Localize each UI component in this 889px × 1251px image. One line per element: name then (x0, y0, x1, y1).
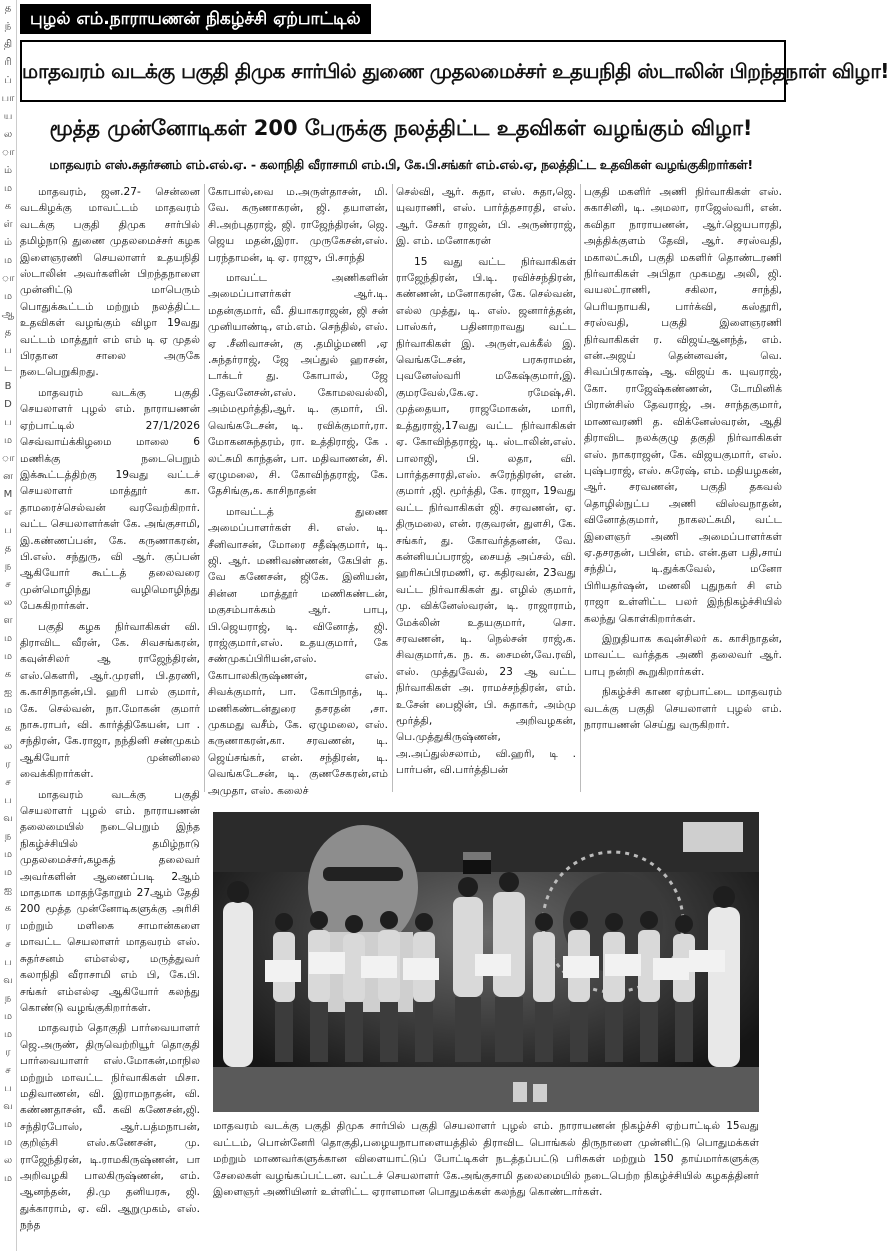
strip-glyph: ல (3, 129, 13, 140)
strip-glyph: ய (3, 111, 13, 122)
strip-glyph: ப (4, 957, 12, 968)
paragraph: மாவட்டத் துணை அமைப்பாளர்கள் சி. எஸ். டி. சீனிவாசன், மோரை சதீஷ்குமார், டி. ஜி. ஆர். மணிவண்ணன், கேபிள் த. வே கணேசன், ஜிகே. இனியன், சின்ன மாத்தூர் மணிகண்டன், மகுசம்பாக்கம் ஆர். பாபு, பி.ஜெயராஜ், டி. வினோத், ஜி. ராஜ்குமார்,எஸ். உதயகுமார், கே சண்முகப்பிரியன்,எஸ். கோபாலகிருஷ்ணன், எஸ். சிவக்குமார், பா. கோபிநாத், டி. மணிகண்டன்துரை தசரதன் ,சா. முகமது வசீம், கே. ஏழுமலை, எஸ். கருணாகரன்,கா. சரவணன், டி. ஜெய்சங்கர், என். சந்திரன், டி. வெங்கடேசன், டி. குணசேகரன்,எம் அமுதா, எஸ். கலைச் (208, 505, 388, 797)
strip-glyph: ந (4, 561, 12, 572)
paragraph: 15 வது வட்ட நிர்வாகிகள் ராஜேந்திரன், பி.டி. ரவிச்சந்திரன், கண்ணன், மனோகரன், கே. செல்வன், எல்ல முத்து, டி. எஸ். ஜனார்த்தன், பாஸ்கர், பதினாறாவது வட்ட நிர்வாகிகள் இ. அருள்,வக்கீல் இ. வெங்கடேசன், பரசுராமன், புவனேஸ்வரி மகேஷ்குமார்,இ. குமரவேல்,கே.ஏ. ரமேஷ்,சி. முத்தையா, ராஜமோகன், மாரி, உத்துராஜ்,17வது வட்ட நிர்வாகிகள் ஏ. கோவிந்தராஜ், டி. ஸ்டாலின்,எஸ். பாலாஜி, பி. லதா, வி. பார்த்தசாரதி,எஸ். சுரேந்திரன், என். குமார் ,ஜி. மூர்த்தி, கே. ராஜா, 19வது வட்ட நிர்வாகிகள் ஜி. சரவணன், ஏ. திருமலை, என். ரகுவரன், துளசி, கே. சங்கர், து. கோவர்த்தனன், வே. கன்னியப்பராஜ், சையத் அப்சல், வி. ஹரிசுப்பிரமணி, ஏ. கதிரவன், 23வது வட்ட நிர்வாகிகள் து. எழில் குமார், மு. விக்னேஸ்வரன், டி. ராஜாராம், மேக்லின் உதயகுமார், சொ. சரவணன், டி. நெல்சன் ராஜ்,க. சிவகுமார்,க. ந. க. சைமன்,வே.ரவி, எஸ். முத்துவேல், 23 ஆ வட்ட நிர்வாகிகள் அ. ராமச்சந்திரன், எம். உசேன் பைஜின், பி. சுதாகர், அம்மு மூர்த்தி, அறிவழகன், பெ.முத்துகிருஷ்ணன், அ.அப்துல்சலாம், வி.ஹரி, டி . பார்பன், வி.பார்த்திபன் (396, 255, 576, 777)
strip-glyph: ல (3, 597, 13, 608)
strip-glyph: த (4, 3, 12, 14)
strip-glyph: ச (5, 1065, 11, 1076)
paragraph: மாதவரம் தொகுதி பார்வையாளர் ஜெ.அருண், திருவெற்றியூர் தொகுதி பார்வையாளர் எஸ்.மோகன்,மாநில மற்றும் மாவட்ட நிர்வாகிகள் மிசா. மதிவாணன், வி. இராமநாதன், வி. கண்ணதாசன், வீ. கவி கணேசன்,ஜி. சந்திரபோஸ், ஆர்.பத்மநாபன், குறிஞ்சி எஸ்.கணேசன், மு. ராஜேந்திரன், டி.ராமகிருஷ்ணன், பா அறிவழகி பாலகிருஷ்ணன், எம். ஆனந்தன், தி.மு தனியரசு, ஜி. துக்காராம், ஏ. வி. ஆறுமுகம், எஸ். நந்த (20, 1022, 200, 1232)
strip-glyph: ம (3, 291, 13, 302)
strip-glyph: ப (4, 1083, 12, 1094)
strip-glyph: ம (3, 1173, 13, 1184)
strip-glyph: ப (4, 795, 12, 806)
strip-glyph: ஆ (1, 309, 15, 320)
strip-glyph: ந் (4, 21, 12, 32)
strip-glyph: வ (3, 1101, 13, 1112)
strip-glyph: எ (4, 507, 12, 518)
strip-glyph: ச (5, 579, 11, 590)
strip-glyph: ம (3, 849, 13, 860)
headline: மாதவரம் வடக்கு பகுதி திமுக சார்பில் துணை முதலமைச்சர் உதயநிதி ஸ்டாலின் பிறந்தநாள் விழா! (20, 40, 786, 102)
strip-glyph: ள் (3, 219, 13, 230)
strip-glyph: ட (4, 363, 12, 374)
strip-glyph: ம் (3, 237, 13, 248)
paragraph: செல்வி, ஆர். சுதா, எஸ். சுதா,ஜெ. யுவராணி, எஸ். பார்த்தசாரதி, எஸ். ஆர். சேகர் ராஜன், பி. அருண்ராஜ், இ. எம். மனோகரன் (396, 186, 576, 248)
article-column-3 (396, 184, 576, 792)
paragraph: மாதவரம், ஜன.27- சென்னை வடகிழக்கு மாவட்டம் மாதவரம் வடக்கு பகுதி திமுக சார்பில் தமிழ்நாடு துணை முதலமைச்சர் கழக இளைஞரணி செயலாளர் உதயநிதி ஸ்டாலின் அவர்களின் பிறந்தநாளை முன்னிட்டு மாபெரும் பொதுக்கூட்டம் மற்றும் நலத்திட்ட உதவிகள் வழங்கும் விழா 19வது வட்டம் மாத்தூர் எம் எம் டி ஏ முதல் பிரதான சாலை அருகே நடைபெறுகிறது. (20, 186, 200, 379)
strip-glyph: ம (3, 633, 13, 644)
strip-glyph: ல (3, 741, 13, 752)
strip-glyph: வ (3, 975, 13, 986)
strip-glyph: ந (4, 831, 12, 842)
strip-glyph: ம (3, 1137, 13, 1148)
strip-glyph: ா (1, 273, 15, 284)
strip-glyph: ல (3, 1155, 13, 1166)
strip-glyph: ம (3, 1029, 13, 1040)
strip-glyph: ச (5, 939, 11, 950)
column-divider (204, 184, 205, 792)
strip-glyph: ம (3, 1119, 13, 1130)
strip-glyph: ப் (4, 75, 12, 86)
paragraph: பகுதி கழக நிர்வாகிகள் வி. திராவிட வீரன், கே. சிவசங்கரன், கவுன்சிலர் ஆ ராஜேந்திரன், எஸ்.கௌரி, ஆர்.முரளி, பி.தரணி, க.காசிநாதன்,பி. ஹரி பால் குமார், கே. செல்வன், நா.மோகன் குமார் நாசு.ராபர், வி. கார்த்திகேயன், பா . சந்திரன், கே.ராஜா, நந்தினி சண்முகம் ஆகியோர் முன்னிலை வைக்கிறார்கள். (20, 620, 200, 781)
paragraph: கோபால்,வை ம.அருள்தாசன், மி. வே. கருணாகரன், ஜி. தயாளன், சி.அற்புதராஜ், ஜி. ராஜேந்திரன், ஜெ. ஜெய மதன்,இரா. முருகேசன்,எஸ். பரந்தாமன், டி ஏ. ராஜு, பி.சாந்தி (208, 186, 388, 264)
photo-caption: மாதவரம் வடக்கு பகுதி திமுக சார்பில் பகுதி செயலாளர் புழல் எம். நாராயணன் நிகழ்ச்சி ஏற்பாட்டில் 15வது வட்டம், பொன்னேரி தொகுதி,பழையநாபாளையத்தில் திராவிட பொங்கல் திருநாளை முன்னிட்டு பொதுமக்கள் மற்றும் மாணவர்களுக்கான விளையாட்டுப் போட்டிகள் நடத்தப்பட்டு பரிசுகள் மற்றும் 150 தாய்மார்களுக்கு சேலைகள் வழங்கப்பட்டன. வட்டச் செயலாளர் கே.அங்குசாமி தலைமையில் நடைபெற்ற நிகழ்ச்சியில் கழகத்தினர் இளைஞர் அணியினர் உள்ளிட்ட ஏராளமான பொதுமக்கள் கலந்து கொண்டார்கள். (213, 1120, 759, 1198)
strip-glyph: ர (5, 759, 11, 770)
strip-glyph: ர (5, 1047, 11, 1058)
strip-glyph: ப (4, 345, 12, 356)
strip-glyph: வ (3, 813, 13, 824)
paragraph: நிகழ்ச்சி காண ஏற்பாட்டை மாதவரம் வடக்கு பகுதி செயலாளர் புழல் எம். நாராயணன் செய்து வருகிறார். (584, 686, 782, 731)
event-photo-illustration (213, 812, 759, 1112)
subheadline: மூத்த முன்னோடிகள் 200 பேருக்கு நலத்திட்ட உதவிகள் வழங்கும் விழா! (49, 116, 753, 140)
article-column-4 (584, 184, 782, 792)
strip-glyph: ம (3, 435, 13, 446)
kicker-banner: புழல் எம்.நாராயணன் நிகழ்ச்சி ஏற்பாட்டில் (20, 4, 371, 34)
strip-glyph: ன (3, 471, 13, 482)
column-divider (580, 184, 581, 792)
strip-glyph: ள (3, 615, 13, 626)
strip-glyph: ஐ (3, 687, 13, 698)
paragraph: இறுதியாக கவுன்சிலர் க. காசிநாதன், மாவட்ட வர்த்தக அணி தலைவர் ஆர். பாபு நன்றி கூறுகிறார்கள். (584, 632, 782, 678)
strip-glyph: ம (3, 183, 13, 194)
strip-glyph: ா (1, 147, 15, 158)
strip-glyph: க (4, 903, 12, 914)
strip-glyph: ா (1, 453, 15, 464)
paragraph: மாவட்ட அணிகளின் அமைப்பாளர்கள் ஆர்.டி. மதன்குமார், வீ. தியாகராஜன், ஜி சன் முனியாண்டி, எம்.எம். செந்தில், எஸ். ஏ .சீனிவாசன், கு .தமிழ்மணி ,ஏ .சுந்தர்ராஜ், ஜே அப்துல் ஹாசன், டாக்டர் து. கோபால், ஜே .தேவனேசன்,எஸ். கோமலவல்லி, அம்மமூர்த்தி,ஆர். டி. குமார், பி. வெங்கடேசன், டி. ரவிக்குமார்,ரா. மோகனசுந்தரம், ரா. உத்திராஜ், கே . லட்சுமி காந்தன், பா. மதிவாணன், சி. ஏழுமலை, சி. கோவிந்தராஜ், கே. தேசிங்கு,க. காசிநாதன் (208, 272, 388, 498)
strip-glyph: ம (3, 651, 13, 662)
strip-glyph: க (4, 669, 12, 680)
strapline: மாதவரம் எஸ்.சுதர்சனம் எம்.எல்.ஏ. - கலாநிதி வீராசாமி எம்.பி, கே.பி.சங்கர் எம்.எல்.ஏ, நலத்திட்ட உதவிகள் வழங்குகிறார்கள்! (49, 157, 753, 172)
strip-glyph: த (4, 543, 12, 554)
paragraph: மாதவரம் வடக்கு பகுதி செயலாளர் புழல் எம். நாராயணன் தலைமையில் நடைபெறும் இந்த நிகழ்ச்சியில் தமிழ்நாடு முதலமைச்சர்,கழகத் தலைவர் அவர்களின் ஆணைப்படி 2ஆம் மாதமாக மாதந்தோறும் 27ஆம் தேதி 200 மூத்த முன்னோடிகளுக்கு அரிசி மற்றும் மளிகை சாமான்களை மாவட்ட செயலாளர் மாதவரம் எஸ். சுதர்சனம் எம்எல்ஏ, மருத்துவர் கலாநிதி வீராசாமி எம் பி, கே.பி. சங்கர் எம்எல்ஏ ஆகியோர் கலந்து கொண்டு வழங்குகிறார்கள். (20, 788, 200, 1014)
strip-glyph: ம் (3, 165, 13, 176)
strip-glyph: D (4, 399, 12, 410)
strip-glyph: ம (3, 1011, 13, 1022)
strip-glyph: B (4, 381, 12, 392)
strip-glyph: ம (3, 867, 13, 878)
strip-glyph: க (4, 723, 12, 734)
strip-glyph: ரி (4, 57, 12, 68)
strip-glyph: த (4, 327, 12, 338)
strip-glyph: ப (4, 417, 12, 428)
strip-glyph: ர (5, 921, 11, 932)
strip-glyph: பா (1, 93, 15, 104)
strip-glyph: ந (4, 993, 12, 1004)
paragraph: மாதவரம் வடக்கு பகுதி செயலாளர் புழல் எம். நாராயணன் ஏற்பாட்டில் 27/1/2026 செவ்வாய்க்கிழமை மாலை 6 மணிக்கு நடைபெறும் இக்கூட்டத்திற்கு 19வது வட்டச் செயலாளர் மாத்தூர் கா. தாமரைச்செல்வன் வரவேற்கிறார். வட்ட செயலாளர்கள் கே. அங்குசாமி, இ.கண்ணப்பன், கே. கருணாகரன், பி.எஸ். சந்துரு, வி ஆர். குப்பன் ஆகியோர் கூட்டத் தலைவரை முன்மொழிந்து வழிமொழிந்து பேசுகிறார்கள். (20, 386, 200, 613)
strip-glyph: M (3, 489, 13, 500)
strip-glyph: ச (5, 777, 11, 788)
strip-glyph: ப (4, 525, 12, 536)
strip-glyph: ம (3, 705, 13, 716)
article-column-1 (20, 184, 200, 1244)
strip-glyph: தி (3, 39, 13, 50)
article-column-2 (208, 184, 388, 797)
paragraph: பகுதி மகளிர் அணி நிர்வாகிகள் எஸ். சுகாசினி, டி. அமலா, ராஜேஸ்வரி, என். கவிதா நாராயணன், ஆர்.ஜெயபாரதி, அத்திக்குளம் தேவி, ஆர். சரஸ்வதி, மகாலட்சுமி, பகுதி மகளிர் தொண்டரணி நிர்வாகிகள் அபிதா முகமது அலி, ஜி. வயலட்ராணி, சகிலா, சாந்தி, பெரியநாயகி, பார்க்வி, கஸ்தூரி, சரஸ்வதி, பகுதி இளைஞரணி நிர்வாகிகள் ர. விஜய்ஆனந்த், எம். என்.அஜய் தென்னவன், வெ. சிவப்பிரகாஷ், ஆ. விஜய் க. யுவராஜ், கோ. ராஜேஷ்கண்ணன், டோமினிக் பிரான்சிஸ் தேவராஜ், அ. சாந்தகுமார், மாணவரணி த. விக்னேஸ்வரன், ஆதி திராவிட நலக்குழு தகுதி நிர்வாகிகள் எஸ். நாகராஜன், கே. விஜயகுமார், எஸ். புஷ்பராஜ், எஸ். சுரேஷ், எம். மதியழகன், ஆர். சரவணன், பகுதி தகவல் தொழில்நுட்ப அணி விஸ்வநாதன், வினோத்குமார், நாகலட்சுமி, வட்ட இளைஞர் அணி அமைப்பாளர்கள் ஏ.தசரதன், பபின், எம். என்.தள பதி,சாய் சந்திப், டி.துக்கவேல், மனோ பிரியதர்ஷன், மணலி புதுநகர் சி எம் ராஜா உள்ளிட்ட பலர் இந்நிகழ்ச்சியில் கலந்து கொள்கிறார்கள். (584, 186, 782, 625)
strip-glyph: க (4, 201, 12, 212)
strip-glyph: ஐ (3, 885, 13, 896)
column-divider (392, 184, 393, 792)
adjacent-column-strip (0, 0, 17, 1251)
event-photo (213, 812, 759, 1112)
strip-glyph: ம (3, 255, 13, 266)
